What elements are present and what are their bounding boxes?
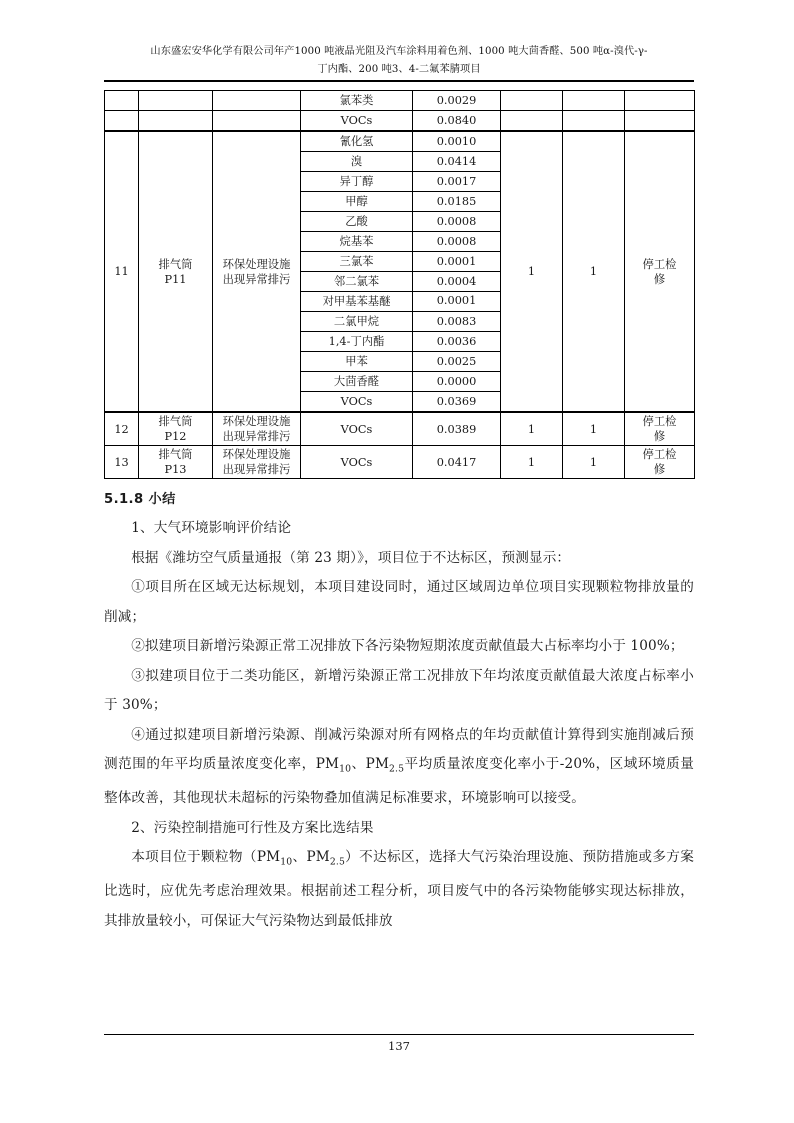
cell-condition-12 [213, 412, 301, 446]
condition-line-1: 环保处理设施 [222, 415, 291, 428]
paragraph-control-measures [104, 843, 694, 936]
cell-pollutant: 三氯苯 [301, 252, 413, 272]
cell-pollutant: 乙酸 [301, 212, 413, 232]
condition-line-1: 环保处理设施 [222, 448, 291, 461]
source-line-2: P13 [164, 463, 187, 476]
condition-line-2: 出现异常排污 [222, 430, 291, 443]
page-number: 137 [388, 1039, 410, 1053]
header-divider [104, 80, 694, 82]
page-content [104, 44, 694, 936]
cell-condition-11 [213, 131, 301, 412]
source-line-2: P12 [164, 430, 187, 443]
paragraph-finding-1: ①项目所在区域无达标规划，本项目建设同时，通过区域周边单位项目实现颗粒物排放量的削减； [104, 579, 694, 625]
source-line-1: 排气筒 [158, 448, 193, 461]
cell-pollutant: 1,4-丁内酯 [301, 332, 413, 352]
paragraph-finding-3: ③拟建项目位于二类功能区，新增污染源正常工况排放下年均浓度贡献值最大浓度占标率小于 30%； [104, 667, 694, 713]
paragraph-basis: 根据《潍坊空气质量通报（第 23 期）》，项目位于不达标区，预测显示： [131, 549, 571, 566]
cell-no-11: 11 [105, 131, 139, 412]
pm10-subscript: 10 [339, 763, 352, 775]
pm25-subscript: 2.5 [389, 763, 405, 775]
control-text-b: 、PM [292, 849, 330, 866]
action-line-2: 修 [653, 463, 666, 476]
table-row [105, 111, 695, 132]
section-heading: 5.1.8 小结 [104, 492, 176, 507]
cell-value: 0.0001 [413, 292, 501, 312]
cell-source-13 [139, 446, 213, 479]
cell-pollutant: 二氯甲烷 [301, 312, 413, 332]
cell-pollutant: VOCs [301, 392, 413, 413]
cell-value: 0.0000 [413, 372, 501, 392]
cell-value: 0.0029 [413, 91, 501, 111]
cell-value: 0.0369 [413, 392, 501, 413]
cell-a [501, 91, 563, 111]
cell-pollutant: 氯苯类 [301, 91, 413, 111]
cell-no [105, 111, 139, 132]
table-row [105, 412, 695, 446]
cell-value: 0.0840 [413, 111, 501, 132]
paragraph-finding-4 [104, 721, 694, 814]
action-line-1: 停工检 [642, 448, 677, 461]
cell-pollutant: VOCs [301, 412, 413, 446]
cell-pollutant: VOCs [301, 111, 413, 132]
cell-value: 0.0025 [413, 352, 501, 372]
cell-action-12 [625, 412, 695, 446]
pm25-subscript: 2.5 [329, 856, 345, 868]
cell-no-13: 13 [105, 446, 139, 479]
control-text-c: ）不达标区，选择大气污染治理设施、预防措施或多方案比选时，应优先考虑治理效果。根据前述工程分析，项目废气中的各污染物能够实现达标排放，其排放量较小，可保证大气污染物达到最低排放 [104, 849, 695, 929]
cell-value: 0.0083 [413, 312, 501, 332]
cell-pollutant: VOCs [301, 446, 413, 479]
cell-value: 0.0004 [413, 272, 501, 292]
cell-action [625, 91, 695, 111]
pm10-subscript: 10 [280, 856, 293, 868]
cell-no-12: 12 [105, 412, 139, 446]
cell-action-11 [625, 131, 695, 412]
condition-line-2: 出现异常排污 [222, 272, 291, 286]
cell-no [105, 91, 139, 111]
control-text-a: 本项目位于颗粒物（PM [131, 849, 281, 866]
action-line-2: 修 [653, 272, 666, 286]
running-header [104, 44, 694, 82]
cell-value: 0.0185 [413, 192, 501, 212]
cell-value: 0.0017 [413, 172, 501, 192]
cell-b-11: 1 [563, 131, 625, 412]
cell-value: 0.0008 [413, 232, 501, 252]
cell-condition-13 [213, 446, 301, 479]
cell-b: 1 [563, 446, 625, 479]
paragraph-finding-2: ②拟建项目新增污染源正常工况排放下各污染物短期浓度贡献值最大占标率均小于 100%； [131, 638, 684, 654]
cell-action [625, 111, 695, 132]
cell-pollutant: 氰化氢 [301, 131, 413, 152]
condition-line-1: 环保处理设施 [222, 257, 291, 271]
cell-value: 0.0417 [413, 446, 501, 479]
cell-source-11 [139, 131, 213, 412]
abnormal-emission-table [104, 90, 695, 479]
condition-line-2: 出现异常排污 [222, 463, 291, 476]
cell-value: 0.0001 [413, 252, 501, 272]
finding-4-text-a: ④通过拟建项目新增污染源、削减污染源对所有网格点的年均贡献值计算得到实施削减后预测范围的年平均质量浓度变化率，PM [104, 726, 694, 772]
cell-source [139, 111, 213, 132]
finding-4-text-b: 、PM [351, 756, 390, 772]
cell-b [563, 91, 625, 111]
conclusion-item-2: 2、污染控制措施可行性及方案比选结果 [131, 819, 374, 836]
cell-pollutant: 异丁醇 [301, 172, 413, 192]
source-line-1: 排气筒 [158, 257, 193, 271]
cell-a: 1 [501, 412, 563, 446]
cell-value: 0.0414 [413, 152, 501, 172]
cell-pollutant: 大茴香醛 [301, 372, 413, 392]
cell-pollutant: 邻二氯苯 [301, 272, 413, 292]
table-row [105, 131, 695, 152]
conclusion-item-1: 1、大气环境影响评价结论 [131, 520, 292, 536]
action-line-2: 修 [653, 430, 666, 443]
cell-b [563, 111, 625, 132]
running-header-line-1: 山东盛宏安华化学有限公司年产1000 吨液晶光阻及汽车涂料用着色剂、1000 吨大茴香醛、500 吨α-溴代-γ- [150, 46, 648, 57]
table-row [105, 91, 695, 111]
cell-pollutant: 对甲基苯基醚 [301, 292, 413, 312]
cell-b: 1 [563, 412, 625, 446]
source-line-1: 排气筒 [158, 415, 193, 428]
cell-a [501, 111, 563, 132]
source-line-2: P11 [164, 272, 187, 286]
cell-value: 0.0010 [413, 131, 501, 152]
cell-value: 0.0036 [413, 332, 501, 352]
cell-action-13 [625, 446, 695, 479]
cell-value: 0.0008 [413, 212, 501, 232]
cell-source-12 [139, 412, 213, 446]
footer-divider [104, 1034, 694, 1035]
cell-a-11: 1 [501, 131, 563, 412]
cell-value: 0.0389 [413, 412, 501, 446]
table-row [105, 446, 695, 479]
action-line-1: 停工检 [642, 257, 677, 271]
cell-source [139, 91, 213, 111]
cell-condition [213, 111, 301, 132]
cell-pollutant: 甲苯 [301, 352, 413, 372]
finding-4-text-c: 平均质量浓度变化率小于-20%，区域环境质量整体改善，其他现状未超标的污染物叠加值满足标准要求，环境影响可以接受。 [104, 756, 695, 807]
cell-pollutant: 烷基苯 [301, 232, 413, 252]
action-line-1: 停工检 [642, 415, 677, 428]
cell-condition [213, 91, 301, 111]
cell-a: 1 [501, 446, 563, 479]
cell-pollutant: 甲醇 [301, 192, 413, 212]
running-header-line-2: 丁内酯、200 吨3、4-二氟苯腈项目 [317, 64, 481, 75]
cell-pollutant: 溴 [301, 152, 413, 172]
